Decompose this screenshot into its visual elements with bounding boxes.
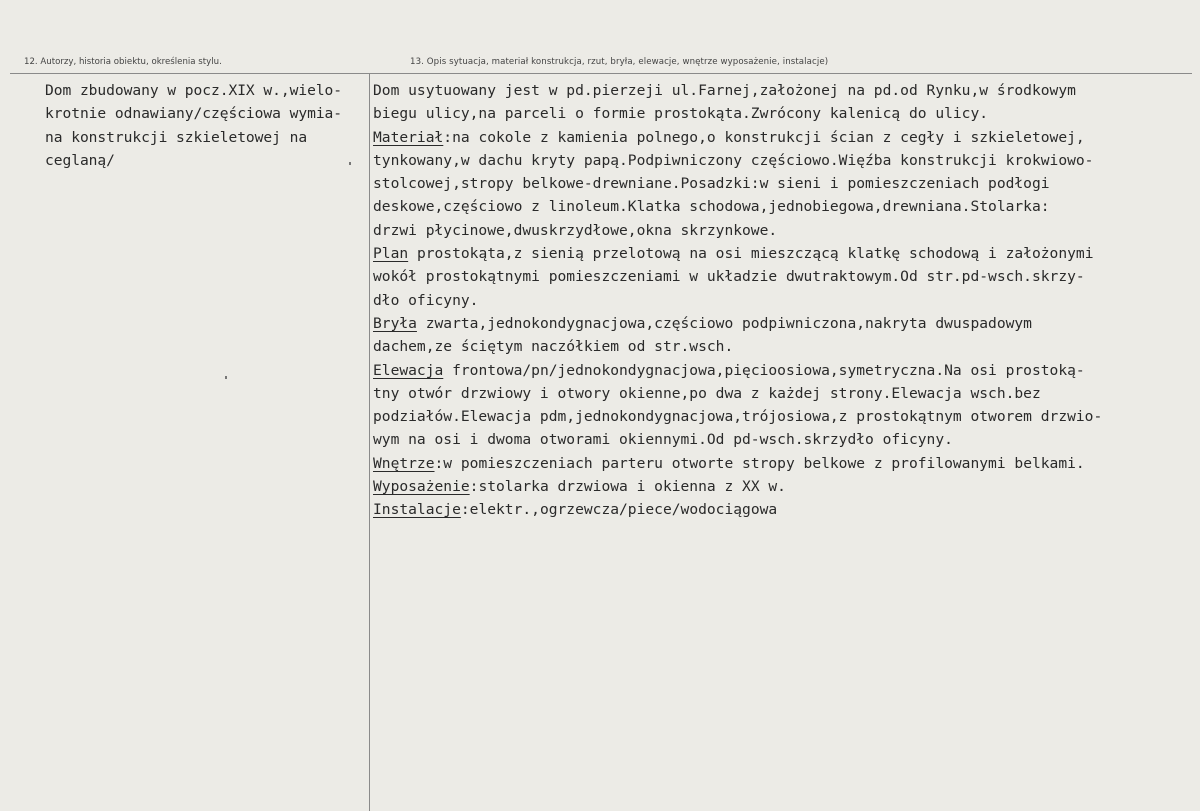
line-text: tynkowany,w dachu kryty papą.Podpiwniczony częściowo.Więźba konstrukcji krokwiowo-	[373, 151, 1094, 169]
section-label: Elewacja	[373, 361, 444, 379]
description-text-line	[373, 219, 1102, 242]
line-text: :w pomieszczeniach parteru otworte stropy belkowe z profilowanymi belkami.	[434, 454, 1085, 472]
line-text: drzwi płycinowe,dwuskrzydłowe,okna skrzynkowe.	[373, 221, 778, 239]
line-text: prostokąta,z sienią przelotową na osi mieszczącą klatkę schodową i założonymi	[408, 245, 1094, 263]
description-text-line	[373, 335, 1102, 358]
section-13-heading: 13. Opis sytuacja, materiał konstrukcja, rzut, bryła, elewacje, wnętrze wyposażenie, instalacje)	[410, 57, 829, 67]
section-label: Wnętrze	[373, 454, 435, 472]
description-text-line	[373, 498, 1102, 521]
description-text-line	[373, 405, 1102, 428]
description-text-line	[373, 428, 1102, 451]
line-text: tny otwór drzwiowy i otwory okienne,po dwa z każdej strony.Elewacja wsch.bez	[373, 384, 1041, 402]
line-text: zwarta,jednokondygnacjowa,częściowo podpiwniczona,nakryta dwuspadowym	[416, 314, 1032, 332]
description-text-line	[373, 172, 1102, 195]
header-divider-line	[10, 73, 1192, 74]
line-text: :stolarka drzwiowa i okienna z XX w.	[469, 478, 786, 496]
line-text: :elektr.,ogrzewcza/piece/wodociągowa	[460, 501, 778, 519]
column-divider-line	[369, 73, 370, 811]
line-text: :na cokole z kamienia polnego,o konstrukcji ścian z cegły i szkieletowej,	[443, 128, 1085, 146]
line-text: wokół prostokątnymi pomieszczeniami w układzie dwutraktowym.Od str.pd-wsch.skrzy-	[373, 268, 1085, 286]
description-text-line	[373, 359, 1102, 382]
description-text-line	[373, 102, 1102, 125]
section-label: Instalacje	[373, 501, 461, 519]
description-text-line	[373, 242, 1102, 265]
history-text-line: Dom zbudowany w pocz.XIX w.,wielo-	[45, 82, 343, 99]
paper-speck	[349, 162, 351, 165]
line-text: frontowa/pn/jednokondygnacjowa,pięcioosiowa,symetryczna.Na osi prostoką-	[443, 361, 1085, 379]
description-text-line	[373, 452, 1102, 475]
description-text-line	[373, 149, 1102, 172]
history-text-line: krotnie odnawiany/częściowa wymia-	[45, 105, 343, 123]
line-text: wym na osi i dwoma otworami okiennymi.Od pd-wsch.skrzydło oficyny.	[373, 431, 953, 449]
history-text-line: ceglaną/	[45, 151, 115, 169]
line-text: stolcowej,stropy belkowe-drewniane.Posadzki:w sieni i pomieszczeniach podłogi	[373, 175, 1050, 193]
section-label: Materiał	[373, 128, 444, 146]
history-text-line: na konstrukcji szkieletowej na	[45, 128, 308, 146]
description-column	[373, 79, 1102, 522]
description-text-line	[373, 265, 1102, 288]
section-label: Plan	[373, 245, 409, 263]
description-text-line	[373, 195, 1102, 218]
description-text-line	[373, 79, 1102, 102]
description-text-line	[373, 382, 1102, 405]
section-12-heading: 12. Autorzy, historia obiektu, określenia stylu.	[24, 57, 222, 67]
line-text: dło oficyny.	[373, 291, 479, 309]
paper-speck	[225, 376, 227, 379]
section-label: Wyposażenie	[373, 478, 470, 496]
line-text: Dom usytuowany jest w pd.pierzeji ul.Farnej,założonej na pd.od Rynku,w środkowym	[373, 82, 1076, 99]
description-text-line	[373, 289, 1102, 312]
line-text: deskowe,częściowo z linoleum.Klatka schodowa,jednobiegowa,drewniana.Stolarka:	[373, 198, 1050, 216]
description-text-line	[373, 312, 1102, 335]
line-text: biegu ulicy,na parceli o formie prostokąta.Zwrócony kalenicą do ulicy.	[373, 105, 989, 123]
description-text-line	[373, 126, 1102, 149]
line-text: podziałów.Elewacja pdm,jednokondygnacjowa,trójosiowa,z prostokątnym otworem drzwio-	[373, 408, 1103, 426]
history-column	[45, 79, 342, 172]
section-label: Bryła	[373, 314, 417, 332]
line-text: dachem,ze ściętym naczółkiem od str.wsch.	[373, 338, 734, 356]
description-text-line	[373, 475, 1102, 498]
